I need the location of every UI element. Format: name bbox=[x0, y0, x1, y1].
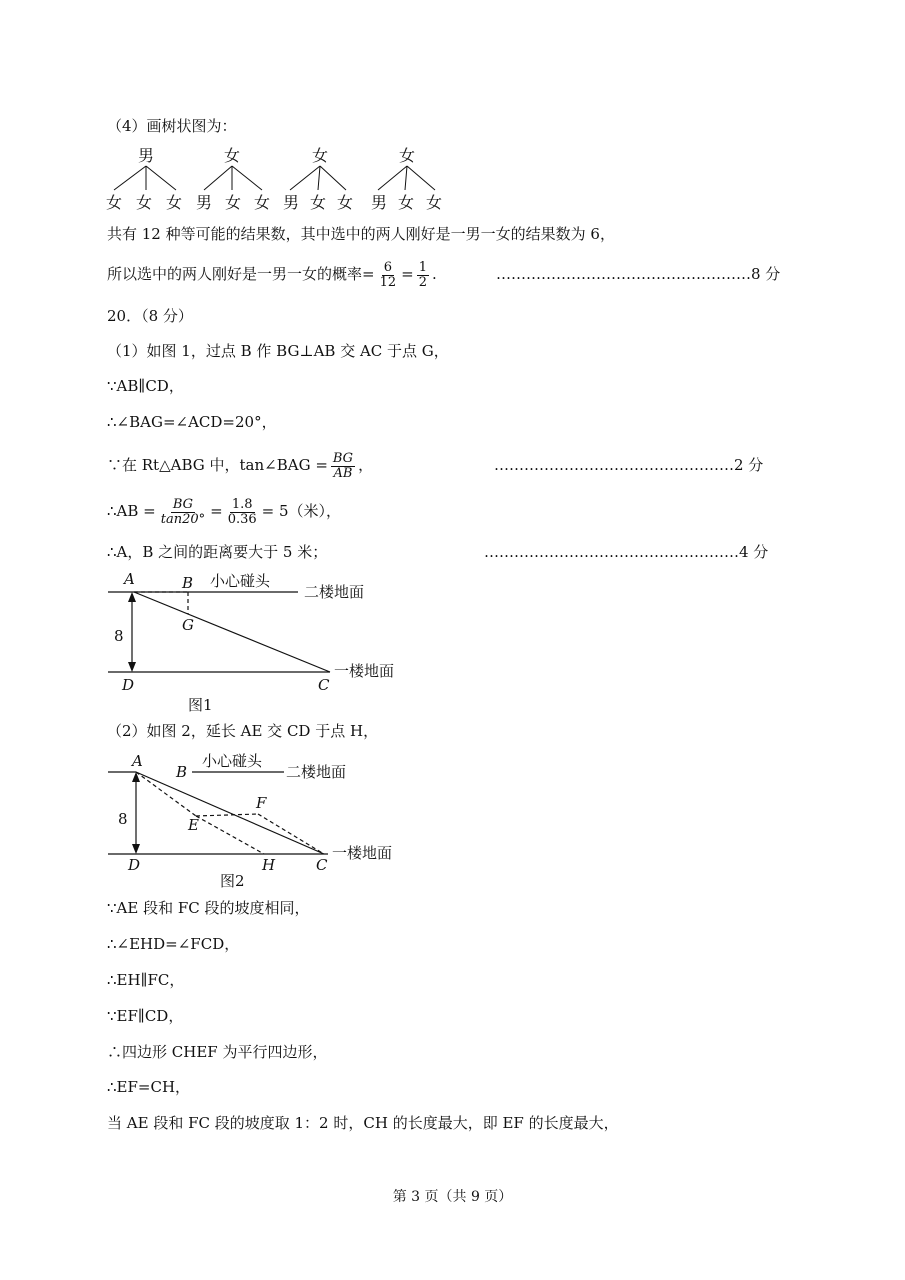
score-text: 4 分 bbox=[739, 543, 769, 561]
score-4 bbox=[484, 542, 768, 562]
tree-root-4: 女 bbox=[398, 146, 416, 165]
fig1-label-g: G bbox=[182, 616, 194, 634]
score-8 bbox=[496, 264, 780, 284]
q20-line9: ∴∠EHD=∠FCD， bbox=[107, 935, 240, 953]
fig1-caption: 图1 bbox=[188, 696, 213, 714]
q20-line8: ∵AE 段和 FC 段的坡度相同， bbox=[107, 899, 310, 917]
fraction-bg-ab bbox=[331, 452, 355, 481]
frac-num: 1 bbox=[418, 259, 427, 275]
q20-line6: ∴A，B 之间的距离要大于 5 米； bbox=[107, 543, 328, 561]
fig1-label-c: C bbox=[318, 676, 330, 694]
fraction-1.8-0.36 bbox=[226, 498, 259, 527]
fig2-label-f: F bbox=[256, 794, 267, 812]
fig1-label-b: B bbox=[182, 574, 194, 592]
part4-line2 bbox=[107, 259, 437, 290]
equals-sign: = bbox=[210, 502, 223, 520]
fig2-ef-dashed bbox=[196, 814, 258, 816]
tree-group-2 bbox=[204, 166, 262, 190]
fig2-floor1-label: 一楼地面 bbox=[332, 844, 393, 862]
fig1-height-label: 8 bbox=[114, 627, 124, 645]
q20-line12: ∴四边形 CHEF 为平行四边形， bbox=[107, 1043, 328, 1061]
leader-dots: …………………………………………… bbox=[484, 543, 739, 561]
fraction-6-12 bbox=[378, 261, 399, 290]
line-end: . bbox=[431, 265, 437, 283]
frac-num: BG bbox=[332, 450, 354, 466]
fraction-1-2 bbox=[417, 261, 429, 290]
score-text: 8 分 bbox=[751, 265, 781, 283]
fig1-label-a: A bbox=[124, 570, 135, 588]
leader-dots: …………………………………………… bbox=[496, 265, 751, 283]
tree-leaf: 男 bbox=[195, 193, 213, 212]
q20-line5-prefix: ∴AB = bbox=[107, 502, 156, 520]
q20-line4-prefix: ∵在 Rt△ABG 中，tan∠BAG = bbox=[107, 456, 328, 474]
tree-leaf: 女 bbox=[336, 193, 354, 212]
part4-line1: 共有 12 种等可能的结果数，其中选中的两人刚好是一男一女的结果数为 6， bbox=[107, 225, 615, 243]
fig2-floor2-label: 二楼地面 bbox=[286, 763, 347, 781]
tree-leaf: 男 bbox=[282, 193, 300, 212]
q20-line5-end: = 5（米）， bbox=[261, 502, 342, 520]
fig2-caption: 图2 bbox=[220, 872, 245, 890]
q20-line13: ∴EF=CH， bbox=[107, 1078, 191, 1096]
frac-den: tan20° bbox=[160, 511, 206, 527]
tree-leaf: 女 bbox=[135, 193, 153, 212]
q20-line2: ∵AB∥CD， bbox=[107, 377, 184, 395]
fig1-ac-line bbox=[134, 592, 330, 672]
tree-leaf: 女 bbox=[105, 193, 123, 212]
fig2-eh-dashed bbox=[196, 816, 264, 854]
fig2-label-h: H bbox=[262, 856, 276, 874]
fraction-bg-tan20 bbox=[159, 498, 207, 527]
tree-root-3: 女 bbox=[311, 146, 329, 165]
fig2-arrowhead-bottom bbox=[132, 844, 140, 854]
frac-den: AB bbox=[333, 465, 353, 481]
fig2-label-a: A bbox=[132, 752, 143, 770]
q20-line3: ∴∠BAG=∠ACD=20°， bbox=[107, 413, 277, 431]
q20-line5 bbox=[107, 494, 341, 528]
tree-leaf: 女 bbox=[309, 193, 327, 212]
part4-line2-prefix: 所以选中的两人刚好是一男一女的概率= bbox=[107, 265, 375, 283]
q20-line10: ∴EH∥FC， bbox=[107, 971, 185, 989]
page-footer: 第 3 页（共 9 页） bbox=[392, 1189, 513, 1205]
tree-root-2: 女 bbox=[223, 146, 241, 165]
tree-group-1 bbox=[114, 166, 176, 190]
fig1-floor1-label: 一楼地面 bbox=[334, 662, 395, 680]
frac-num: 1.8 bbox=[231, 496, 253, 512]
figure-1 bbox=[100, 566, 420, 716]
tree-leaf: 女 bbox=[253, 193, 271, 212]
fig2-label-c: C bbox=[316, 856, 328, 874]
tree-group-3 bbox=[290, 166, 346, 190]
fig2-height-label: 8 bbox=[118, 810, 128, 828]
fig2-label-d: D bbox=[128, 856, 141, 874]
tree-leaf: 男 bbox=[370, 193, 388, 212]
equals-sign: = bbox=[401, 265, 414, 283]
score-2 bbox=[494, 455, 763, 475]
line-end: ， bbox=[358, 456, 374, 474]
tree-leaf: 女 bbox=[397, 193, 415, 212]
fig2-ac-line bbox=[136, 772, 324, 854]
part4-heading: （4）画树状图为： bbox=[107, 117, 237, 135]
figure-2 bbox=[100, 746, 420, 892]
frac-num: 6 bbox=[383, 259, 392, 275]
q20-line11: ∵EF∥CD， bbox=[107, 1007, 184, 1025]
fig1-arrowhead-bottom bbox=[128, 662, 136, 672]
tree-leaf: 女 bbox=[224, 193, 242, 212]
fig2-fc-dashed bbox=[258, 814, 324, 854]
fig2-sign: 小心碰头 bbox=[202, 752, 263, 770]
tree-group-4 bbox=[378, 166, 435, 190]
q20-heading: 20．（8 分） bbox=[107, 307, 193, 325]
leader-dots: ………………………………………… bbox=[494, 456, 734, 474]
q20-line4 bbox=[107, 448, 373, 482]
q20-line14: 当 AE 段和 FC 段的坡度取 1：2 时，CH 的长度最大，即 EF 的长度最大， bbox=[107, 1114, 619, 1132]
tree-leaf: 女 bbox=[165, 193, 183, 212]
score-text: 2 分 bbox=[734, 456, 764, 474]
frac-den: 0.36 bbox=[227, 511, 257, 527]
fig1-arrowhead-top bbox=[128, 592, 136, 602]
frac-num: BG bbox=[172, 496, 194, 512]
frac-den: 12 bbox=[379, 274, 397, 290]
fig1-floor2-label: 二楼地面 bbox=[304, 583, 365, 601]
fig1-sign: 小心碰头 bbox=[210, 572, 271, 590]
tree-root-1: 男 bbox=[137, 146, 155, 165]
fig1-label-d: D bbox=[122, 676, 135, 694]
fig2-label-e: E bbox=[188, 816, 199, 834]
fig2-label-b: B bbox=[176, 763, 188, 781]
tree-diagram bbox=[100, 140, 460, 216]
tree-leaf: 女 bbox=[425, 193, 443, 212]
q20-line1: （1）如图 1，过点 B 作 BG⊥AB 交 AC 于点 G， bbox=[107, 342, 449, 360]
frac-den: 2 bbox=[418, 274, 427, 290]
q20-line7: （2）如图 2，延长 AE 交 CD 于点 H， bbox=[107, 722, 379, 740]
